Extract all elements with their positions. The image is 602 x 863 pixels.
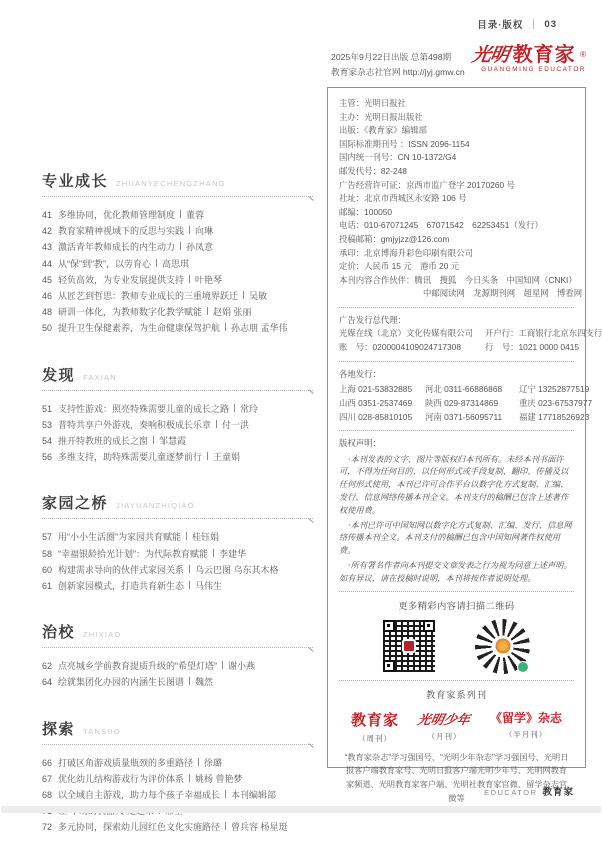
toc-entry-title: 点亮城乡学前教育提质升级的“希望灯塔” bbox=[58, 661, 217, 672]
section-rule bbox=[42, 647, 313, 648]
running-head-divider bbox=[533, 19, 534, 29]
masthead-line: 国内统一刊号：CN 10-1372/G4 bbox=[339, 152, 457, 163]
dotted-separator bbox=[339, 680, 574, 681]
toc-entry bbox=[42, 771, 313, 787]
toc-entry-authors: 李建华 bbox=[219, 548, 247, 559]
masthead-line: 投稿邮箱：gmjyjzz@126.com bbox=[339, 233, 450, 244]
magazine-toc-page bbox=[1, 0, 602, 833]
series-frequency: （月刊） bbox=[427, 731, 462, 741]
copyright-paragraph: ·本刊已许可中国知网以数字化方式复制、汇编、发行、信息网络传播本刊全文。本刊支付的稿酬已包含中国知网著作权使用费。 bbox=[339, 519, 572, 556]
distribution-section bbox=[339, 368, 593, 424]
toc-entry-separator bbox=[216, 420, 217, 428]
distribution-entry: 河北 0311-66886868 bbox=[425, 383, 503, 394]
series-item-educator bbox=[351, 709, 399, 744]
toc-entry-authors: 马伟生 bbox=[195, 581, 223, 592]
toc-entry-separator bbox=[189, 275, 190, 283]
masthead-line: 主管：光明日报社 bbox=[339, 98, 406, 108]
masthead-line: 电话：010-67071245 67071542 62253451（发行） bbox=[339, 220, 543, 231]
toc-entry-page: 64 bbox=[42, 677, 53, 688]
toc-entry-page: 68 bbox=[42, 790, 53, 801]
qr-code-circular-icon bbox=[475, 619, 530, 674]
toc-entry-authors: 谢小燕 bbox=[228, 661, 256, 672]
table-of-contents bbox=[42, 170, 313, 863]
masthead-line: 中邮阅读网 龙源期刊网 超星网 博看网 bbox=[423, 288, 583, 299]
series-logo-guangming-youth: 光明少年 bbox=[416, 711, 472, 727]
toc-entry-page: 66 bbox=[42, 757, 53, 768]
wechat-icon bbox=[517, 661, 529, 673]
toc-entry-page: 46 bbox=[42, 291, 53, 302]
distribution-entry: 辽宁 13252877519 bbox=[519, 383, 590, 394]
toc-entry bbox=[42, 578, 313, 594]
toc-entry-title: 多维支持，助特殊需要儿童逐梦前行 bbox=[58, 452, 203, 463]
toc-entry-separator bbox=[189, 774, 190, 782]
distribution-entry: 河南 0371-56095711 bbox=[425, 411, 503, 422]
toc-entry bbox=[42, 207, 313, 223]
ad-agency-account: 账 号：0200004109024717308 bbox=[339, 342, 461, 353]
toc-entry-authors: 董蓉 bbox=[186, 210, 205, 220]
footer-cn: 教育家 bbox=[542, 787, 574, 798]
qr-center-logo-icon bbox=[402, 639, 416, 653]
toc-entry-authors: 常玲 bbox=[240, 403, 259, 414]
masthead-line: 广告经营许可证：京西市监广登字 20170260 号 bbox=[339, 179, 515, 190]
distribution-entry: 上海 021-53832885 bbox=[339, 383, 413, 394]
distribution-entry: 四川 028-85810105 bbox=[339, 411, 413, 422]
toc-entry bbox=[42, 239, 313, 255]
series-platforms: “教育家杂志”学习强国号、“光明少年杂志”学习强国号、光明日报客户端教育家号、光明日报客户端光明少年号、光明网教育家频道、光明教育家客户端、光明社教育家官微、留学杂志官微等 bbox=[344, 752, 569, 803]
toc-entry-separator bbox=[189, 581, 190, 589]
issue-website-line: 教育家杂志社官网 http://jyj.gmw.cn bbox=[331, 67, 465, 77]
toc-entry-authors: 本刊编辑部 bbox=[231, 790, 277, 801]
page-edge-strip bbox=[1, 806, 601, 813]
toc-entry bbox=[42, 272, 313, 288]
section-title: 探索 bbox=[42, 720, 76, 738]
toc-entry-authors: 王童娟 bbox=[213, 452, 241, 463]
toc-entry bbox=[42, 674, 313, 690]
toc-entry-title: 推开特教班的成长之窗 bbox=[58, 436, 149, 447]
toc-entry-title: 提升卫生保健素养，为生命健康保驾护航 bbox=[58, 323, 221, 334]
page-footer bbox=[484, 784, 574, 798]
distribution-entry: 福建 17718526923 bbox=[519, 411, 590, 422]
toc-entry-page: 58 bbox=[42, 548, 53, 559]
toc-entry bbox=[42, 787, 313, 803]
toc-entry-authors: 姚杨 曾艳梦 bbox=[195, 773, 243, 784]
section-rule bbox=[42, 390, 313, 391]
toc-entry-page: 61 bbox=[42, 581, 53, 592]
toc-entry-page: 50 bbox=[42, 323, 53, 334]
series-logo-liuxue: 《留学》杂志 bbox=[489, 710, 562, 725]
toc-entry-authors: 付一洪 bbox=[222, 419, 250, 430]
toc-entry-authors: 赵娟 张丽 bbox=[213, 307, 252, 318]
ad-agency-bank-no: 行 号：1021 0000 0415 bbox=[485, 342, 580, 353]
toc-entry-separator bbox=[198, 758, 199, 766]
toc-entry-page: 44 bbox=[42, 258, 53, 269]
toc-entry-separator bbox=[207, 307, 208, 315]
toc-section-professional-growth bbox=[42, 170, 313, 337]
toc-entry-separator bbox=[189, 677, 190, 685]
toc-entry bbox=[42, 658, 313, 674]
qr-code-square-icon bbox=[383, 620, 435, 672]
toc-entry-title: 从“保”到“教”，以劳育心 bbox=[58, 258, 151, 269]
masthead-line: 承印：北京博海升彩色印刷有限公司 bbox=[339, 247, 473, 258]
toc-entry-title: 创新家园模式，打造共育新生态 bbox=[58, 581, 185, 592]
qr-finder-icon bbox=[423, 620, 435, 632]
toc-entry-separator bbox=[222, 661, 223, 669]
footer-en: EDUCATOR bbox=[484, 788, 538, 797]
qr-caption: 更多精彩内容请扫描二维码 bbox=[398, 600, 515, 611]
toc-entry bbox=[42, 401, 313, 417]
distribution-heading: 各地发行： bbox=[339, 369, 381, 379]
dotted-separator bbox=[339, 591, 574, 592]
masthead-line: 邮编：100050 bbox=[339, 206, 393, 217]
toc-entry-separator bbox=[189, 565, 190, 573]
qr-sun-logo-icon bbox=[494, 638, 511, 655]
toc-entry-separator bbox=[225, 822, 226, 830]
running-head-section: 目录·版权 bbox=[477, 20, 524, 31]
toc-entry-page: 67 bbox=[42, 773, 53, 784]
ad-agency-heading: 广告发行总代理： bbox=[339, 314, 406, 325]
toc-entry-authors: 向琳 bbox=[195, 226, 214, 237]
toc-entry-page: 45 bbox=[42, 274, 53, 285]
toc-entry bbox=[42, 433, 313, 449]
dotted-separator bbox=[339, 361, 574, 362]
logo-script-part: 光明 bbox=[470, 45, 511, 66]
section-title: 专业成长 bbox=[42, 173, 109, 190]
masthead-line: 国际标准期刊号 ：ISSN 2096-1154 bbox=[339, 138, 470, 149]
section-pinyin: FAXIAN bbox=[83, 372, 117, 382]
copyright-section bbox=[339, 437, 574, 584]
section-rule bbox=[42, 196, 313, 197]
toc-section-home-bridge bbox=[42, 492, 313, 594]
toc-entry-page: 60 bbox=[42, 564, 53, 575]
toc-entry-authors: 吴敏 bbox=[249, 291, 268, 302]
toc-entry-separator bbox=[213, 549, 214, 557]
toc-entry bbox=[42, 320, 313, 336]
section-rule bbox=[42, 518, 313, 519]
series-logo-educator: 教育家 bbox=[351, 711, 400, 729]
distribution-entry: 山西 0351-2537469 bbox=[339, 397, 413, 408]
series-item-liuxue bbox=[490, 709, 562, 744]
toc-entry-page: 41 bbox=[42, 210, 53, 220]
copyright-heading: 版权声明： bbox=[339, 438, 381, 449]
toc-entry-page: 57 bbox=[42, 532, 53, 543]
issue-info bbox=[331, 50, 465, 80]
toc-entry-title: 激活青年教师成长的内生动力 bbox=[58, 242, 176, 253]
masthead-line: 出版：《教育家》编辑部 bbox=[339, 125, 427, 136]
toc-entry-authors: 魏然 bbox=[195, 677, 214, 688]
running-head bbox=[477, 17, 557, 31]
issue-date-line: 2025年9月22日出版 总第498期 bbox=[331, 52, 452, 62]
toc-entry-title: “幸福银龄拾光计划”：为代际教育赋能 bbox=[58, 548, 208, 559]
toc-entry bbox=[42, 819, 313, 835]
brand-logo bbox=[472, 44, 586, 73]
toc-entry-authors: 乌云巴图 乌东其木格 bbox=[195, 564, 279, 575]
toc-entry-page: 62 bbox=[42, 661, 53, 672]
section-pinyin: ZHIXIAO bbox=[83, 630, 122, 640]
toc-section-discovery bbox=[42, 364, 313, 466]
toc-entry-separator bbox=[186, 532, 187, 540]
toc-entry-title: 构建需求导向的伙伴式家园关系 bbox=[58, 564, 185, 575]
toc-entry-separator bbox=[234, 404, 235, 412]
section-pinyin: TANSUO bbox=[83, 726, 121, 736]
toc-entry-separator bbox=[207, 452, 208, 460]
toc-entry-authors: 孙凤意 bbox=[186, 242, 214, 253]
toc-entry bbox=[42, 562, 313, 578]
toc-entry-title: 支持性游戏：照亮特殊需要儿童的成长之路 bbox=[58, 403, 230, 414]
toc-entry-title: 优化幼儿结构游戏行为评价体系 bbox=[58, 773, 185, 784]
toc-entry bbox=[42, 417, 313, 433]
series-frequency: （半月刊） bbox=[504, 729, 548, 739]
toc-entry-page: 53 bbox=[42, 419, 53, 430]
logo-bold-part: 教育家 bbox=[512, 44, 576, 66]
toc-entry-title: 研训一体化，为教师数字化教学赋能 bbox=[58, 307, 203, 318]
toc-entry-page: 54 bbox=[42, 436, 53, 447]
masthead-line: 本刊内容合作伙伴：腾讯 搜狐 今日头条 中国知网（CNKI） bbox=[339, 274, 577, 285]
toc-entry bbox=[42, 223, 313, 239]
toc-entry-title: 教育家精神视域下的反思与实践 bbox=[58, 226, 185, 237]
ad-agency-section bbox=[339, 314, 602, 355]
masthead-line: 邮发代号：82-248 bbox=[339, 165, 407, 176]
distribution-entry: 重庆 023-67537977 bbox=[519, 397, 593, 408]
qr-finder-icon bbox=[383, 620, 395, 632]
toc-entry-authors: 曾兵容 杨星珽 bbox=[231, 822, 288, 833]
dotted-separator bbox=[339, 430, 574, 431]
logo-subtitle: GUANGMING EDUCATOR bbox=[481, 66, 586, 73]
toc-entry-title: 轻负高效，为专业发展提供支持 bbox=[58, 274, 185, 285]
series-frequency: （周刊） bbox=[358, 733, 392, 743]
registered-mark-icon: ® bbox=[580, 50, 586, 59]
toc-entry bbox=[42, 449, 313, 465]
toc-entry bbox=[42, 288, 313, 304]
toc-section-school-governance bbox=[42, 621, 313, 690]
toc-entry-separator bbox=[153, 436, 154, 444]
toc-entry-page: 51 bbox=[42, 403, 53, 414]
section-title: 家园之桥 bbox=[42, 495, 109, 513]
toc-entry-authors: 邹慧霞 bbox=[159, 436, 187, 447]
series-heading: 教育家系列刊 bbox=[425, 689, 488, 700]
copyright-paragraph: ·本刊发表的文字、图片等版权归本刊所有。未经本刊书面许可，不得为任何目的、以任何形式或手段复制、翻印、传播及以任何形式使用，本刊已许可合作平台以数字化方式复制、汇编、发行、信息网络传播本刊全文。本刊支付的稿酬已包含上述著作权使用费。 bbox=[339, 453, 569, 515]
toc-entry bbox=[42, 546, 313, 562]
qr-finder-icon bbox=[383, 660, 395, 672]
toc-entry-authors: 桂钰娟 bbox=[192, 532, 220, 543]
toc-entry-title: 多维协同，优化教师管理制度 bbox=[58, 210, 176, 220]
toc-entry-title: 打破区角游戏质量瓶颈的多重路径 bbox=[58, 757, 194, 768]
toc-entry-authors: 孙志朋 孟华伟 bbox=[231, 323, 288, 334]
toc-entry-separator bbox=[180, 242, 181, 250]
toc-entry-separator bbox=[156, 259, 157, 267]
toc-entry-page: 43 bbox=[42, 242, 53, 253]
toc-entry bbox=[42, 755, 313, 771]
masthead-lines bbox=[339, 97, 583, 301]
toc-entry-title: 用“小小生活圈”为家园共育赋能 bbox=[58, 532, 181, 543]
toc-entry-page: 48 bbox=[42, 307, 53, 318]
toc-entry-authors: 叶艳琴 bbox=[195, 274, 223, 285]
toc-entry-title: 从匠艺到哲思：教师专业成长的三重境界跃迁 bbox=[58, 291, 239, 302]
toc-entry-page: 56 bbox=[42, 452, 53, 463]
series-item-guangming-youth bbox=[418, 709, 470, 744]
toc-entry-separator bbox=[180, 210, 181, 218]
toc-entry bbox=[42, 529, 313, 545]
toc-entry-authors: 高思琪 bbox=[162, 258, 190, 269]
masthead-line: 社址：北京市西城区永安路 106 号 bbox=[339, 193, 467, 204]
toc-section-exploration bbox=[42, 718, 313, 836]
ad-agency-bank: 开户行：工商银行北京东四支行 bbox=[485, 328, 602, 339]
toc-entry-page: 42 bbox=[42, 226, 53, 237]
toc-entry-separator bbox=[225, 323, 226, 331]
section-rule bbox=[42, 744, 313, 745]
page-number: 03 bbox=[544, 18, 557, 30]
distribution-entry: 陕西 029-87314869 bbox=[425, 397, 499, 408]
copyright-paragraph: ·所有署名作者向本刊提交文章发表之行为视为同意上述声明。如有异议，请在投稿时说明，本刊将按作者说明处理。 bbox=[339, 559, 572, 583]
toc-entry-separator bbox=[225, 790, 226, 798]
toc-entry-authors: 徐璐 bbox=[204, 757, 223, 768]
section-pinyin: ZHUANYECHENGZHANG bbox=[116, 179, 226, 188]
ad-agency-company: 光媒在线（北京）文化传媒有限公司 bbox=[339, 328, 473, 339]
toc-entry-title: 绘就集团化办园的内涵生长图谱 bbox=[58, 677, 185, 688]
toc-entry-title: 普特共享户外游戏，奏响积极成长乐章 bbox=[58, 419, 212, 430]
section-pinyin: JIAYUANZHIQIAO bbox=[116, 501, 195, 511]
toc-entry bbox=[42, 256, 313, 272]
toc-entry-title: 多元协同，探索幼儿园红色文化实施路径 bbox=[58, 822, 221, 833]
toc-entry-page: 72 bbox=[42, 822, 53, 833]
toc-entry-separator bbox=[189, 226, 190, 234]
toc-entry-title: 以全域自主游戏，助力每个孩子幸福成长 bbox=[58, 790, 221, 801]
section-title: 治校 bbox=[42, 624, 76, 642]
dotted-separator bbox=[339, 307, 574, 308]
masthead-line: 主办：光明日报出版社 bbox=[339, 111, 423, 122]
section-title: 发现 bbox=[42, 366, 76, 384]
toc-entry-separator bbox=[243, 291, 244, 299]
toc-entry bbox=[42, 304, 313, 320]
masthead-line: 定价：人民币 15 元 港币 20 元 bbox=[339, 261, 460, 272]
qr-section bbox=[339, 598, 574, 674]
